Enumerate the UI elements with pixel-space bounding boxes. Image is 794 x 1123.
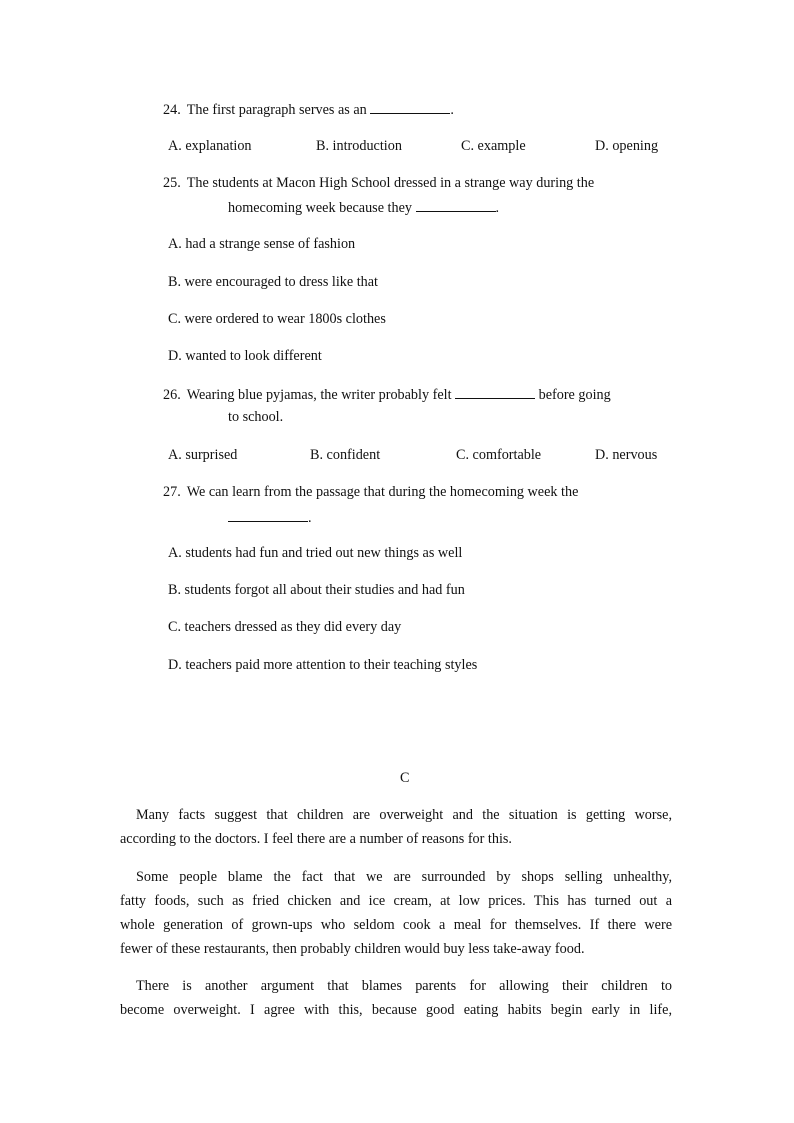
q25-option-a: A. had a strange sense of fashion [168, 236, 356, 252]
q25-stem-line1 [163, 174, 594, 192]
p2-line4: fewer of these restaurants, then probably children would buy less take-away food. [120, 941, 585, 957]
q25-number: 25. [163, 175, 181, 191]
q27-option-a: A. students had fun and tried out new things as well [168, 545, 463, 561]
q27-option-d: D. teachers paid more attention to their teaching styles [168, 657, 478, 673]
q26-option-d: D. nervous [595, 447, 658, 463]
q25-option-d: D. wanted to look different [168, 348, 322, 364]
q26-stem-line2: to school. [228, 409, 284, 425]
q27-text1: We can learn from the passage that during the homecoming week the [186, 484, 579, 500]
p3-line2: become overweight. I agree with this, because good eating habits begin early in life, [120, 1002, 672, 1018]
q26-text1a: Wearing blue pyjamas, the writer probably felt [186, 387, 452, 403]
p2-line3: whole generation of grown-ups who seldom cook a meal for themselves. If there were [120, 917, 672, 933]
q26-option-a: A. surprised [168, 447, 238, 463]
p1-line2: according to the doctors. I feel there are a number of reasons for this. [120, 831, 512, 847]
q25-option-b: B. were encouraged to dress like that [168, 274, 378, 290]
q25-option-c: C. were ordered to wear 1800s clothes [168, 311, 386, 327]
q26-stem-line1 [163, 385, 611, 404]
p2-line1: Some people blame the fact that we are surrounded by shops selling unhealthy, [136, 869, 672, 885]
q24-option-a: A. explanation [168, 138, 252, 154]
q25-text2: homecoming week because they [228, 200, 412, 216]
q27-stem-line2 [228, 508, 312, 527]
q27-stem-line1 [163, 483, 578, 501]
q25-end: . [495, 200, 500, 216]
q26-number: 26. [163, 387, 181, 403]
q27-end: . [308, 510, 312, 526]
passage-heading: C [400, 770, 410, 786]
q24-option-b: B. introduction [316, 138, 402, 154]
q27-number: 27. [163, 484, 181, 500]
q24-stem [163, 100, 454, 119]
q24-number: 24. [163, 102, 181, 118]
q25-stem-line2 [228, 198, 499, 217]
q25-blank [416, 198, 496, 212]
q26-text1b: before going [538, 387, 611, 403]
q27-blank [228, 508, 308, 522]
p2-line2: fatty foods, such as fried chicken and ice cream, at low prices. This has turned out a [120, 893, 672, 909]
q27-option-b: B. students forgot all about their studies and had fun [168, 582, 465, 598]
p3-line1: There is another argument that blames parents for allowing their children to [136, 978, 672, 994]
q24-end: . [450, 102, 454, 118]
q24-blank [370, 100, 450, 114]
q26-option-b: B. confident [310, 447, 381, 463]
q27-option-c: C. teachers dressed as they did every day [168, 619, 402, 635]
p1-line1: Many facts suggest that children are overweight and the situation is getting worse, [136, 807, 672, 823]
q24-option-c: C. example [461, 138, 526, 154]
q24-text: The first paragraph serves as an [186, 102, 367, 118]
q26-blank [455, 385, 535, 399]
q26-option-c: C. comfortable [456, 447, 542, 463]
q25-text1: The students at Macon High School dressed in a strange way during the [186, 175, 595, 191]
q24-option-d: D. opening [595, 138, 659, 154]
